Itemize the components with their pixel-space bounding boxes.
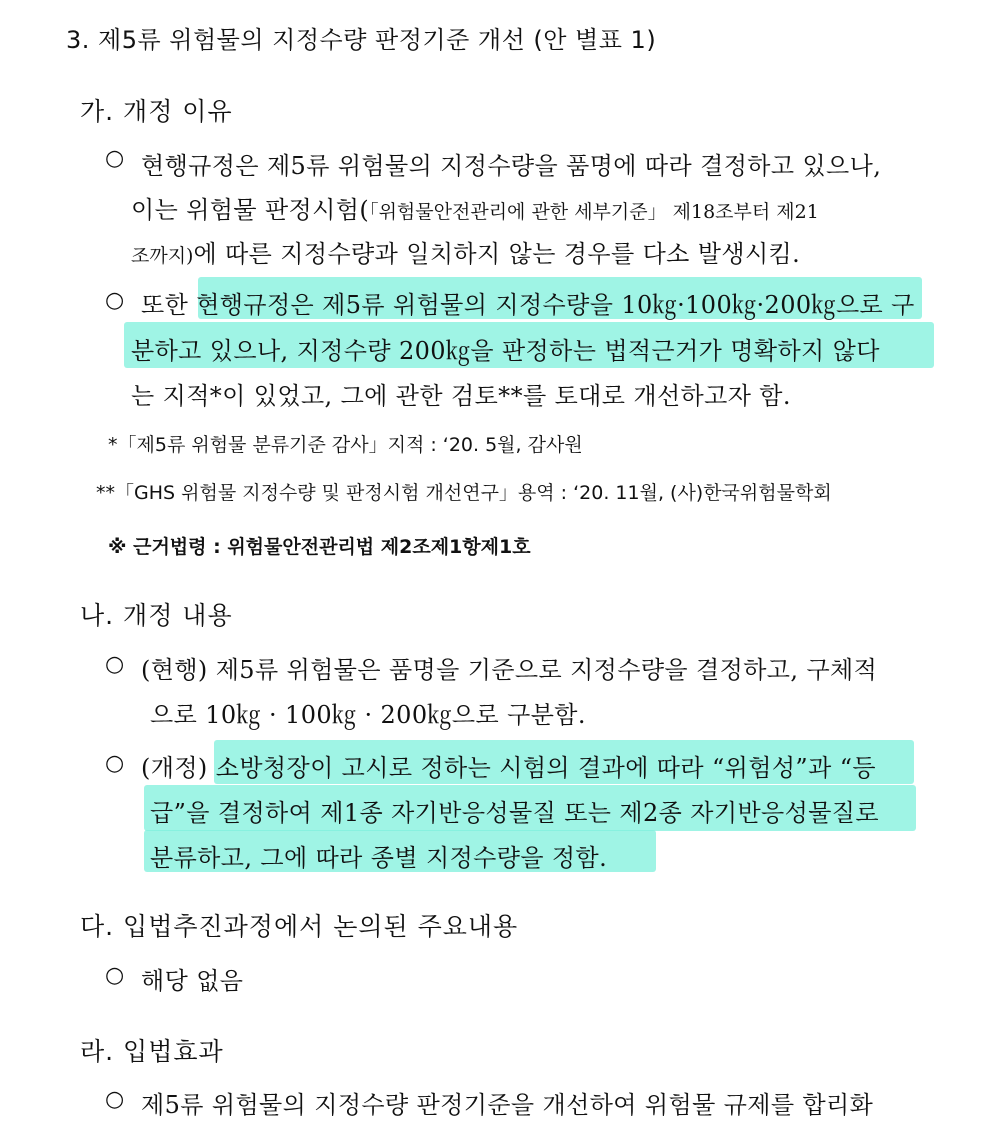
na-bullet1-line2: 으로 10㎏ · 100㎏ · 200㎏으로 구분함. <box>150 701 586 729</box>
ga-bullet1-line3a: 조까지) <box>131 245 194 267</box>
na-bullet2-line1 <box>141 748 876 783</box>
bullet-marker: ○ <box>105 288 125 313</box>
da-bullet1-text: 해당 없음 <box>141 967 244 995</box>
ga-bullet1-line2a: 이는 위험물 판정시험( <box>131 196 370 224</box>
section-heading-na: 나. 개정 내용 <box>80 601 233 630</box>
ga-bullet2-line2: 분하고 있으나, 지정수량 200㎏을 판정하는 법적근거가 명확하지 않다 <box>131 337 880 365</box>
legal-basis: ※ 근거법령 : 위험물안전관리법 제2조제1항제1호 <box>108 536 531 558</box>
bullet-marker: ○ <box>105 146 125 171</box>
na-bullet1-line1: (현행) 제5류 위험물은 품명을 기준으로 지정수량을 결정하고, 구체적 <box>141 656 878 684</box>
page-title: 3. 제5류 위험물의 지정수량 판정기준 개선 (안 별표 1) <box>66 26 657 54</box>
ga-bullet1-line1: 현행규정은 제5류 위험물의 지정수량을 품명에 따라 결정하고 있으나, <box>141 152 882 180</box>
ga-bullet2-line3: 는 지적*이 있었고, 그에 관한 검토**를 토대로 개선하고자 함. <box>131 382 791 410</box>
bullet-marker: ○ <box>105 963 125 988</box>
ga-bullet2-line1b: 현행규정은 제5류 위험물의 지정수량을 10㎏·100㎏·200㎏으로 구 <box>196 291 915 319</box>
ga-bullet1-line3 <box>131 234 800 269</box>
footnote-research: **「GHS 위험물 지정수량 및 판정시험 개선연구」용역 : ‘20. 11월, (사)한국위험물학회 <box>96 482 832 504</box>
ga-bullet1-line3b: 에 따른 지정수량과 일치하지 않는 경우를 다소 발생시킴. <box>193 240 801 268</box>
section-heading-ra: 라. 입법효과 <box>80 1037 224 1066</box>
na-bullet2-line1a: (개정) <box>141 754 216 782</box>
section-heading-da: 다. 입법추진과정에서 논의된 주요내용 <box>80 912 519 941</box>
ga-bullet2-line1a: 또한 <box>141 291 197 319</box>
na-bullet2-line1b: 소방청장이 고시로 정하는 시험의 결과에 따라 “위험성”과 “등 <box>215 754 876 782</box>
ga-bullet1-line2b: 「위험물안전관리에 관한 세부기준」 제18조부터 제21 <box>369 201 819 223</box>
ga-bullet1-line2 <box>131 190 819 225</box>
footnote-audit: *「제5류 위험물 분류기준 감사」지적 : ‘20. 5월, 감사원 <box>108 434 583 456</box>
na-bullet2-line2: 급”을 결정하여 제1종 자기반응성물질 또는 제2종 자기반응성물질로 <box>150 799 879 827</box>
na-bullet2-line3: 분류하고, 그에 따라 종별 지정수량을 정함. <box>150 844 608 872</box>
bullet-marker: ○ <box>105 751 125 776</box>
section-heading-ga: 가. 개정 이유 <box>80 97 233 126</box>
ga-bullet2-line1 <box>141 285 915 320</box>
bullet-marker: ○ <box>105 1087 125 1112</box>
ra-bullet1-text: 제5류 위험물의 지정수량 판정기준을 개선하여 위험물 규제를 합리화 <box>141 1091 874 1119</box>
bullet-marker: ○ <box>105 652 125 677</box>
